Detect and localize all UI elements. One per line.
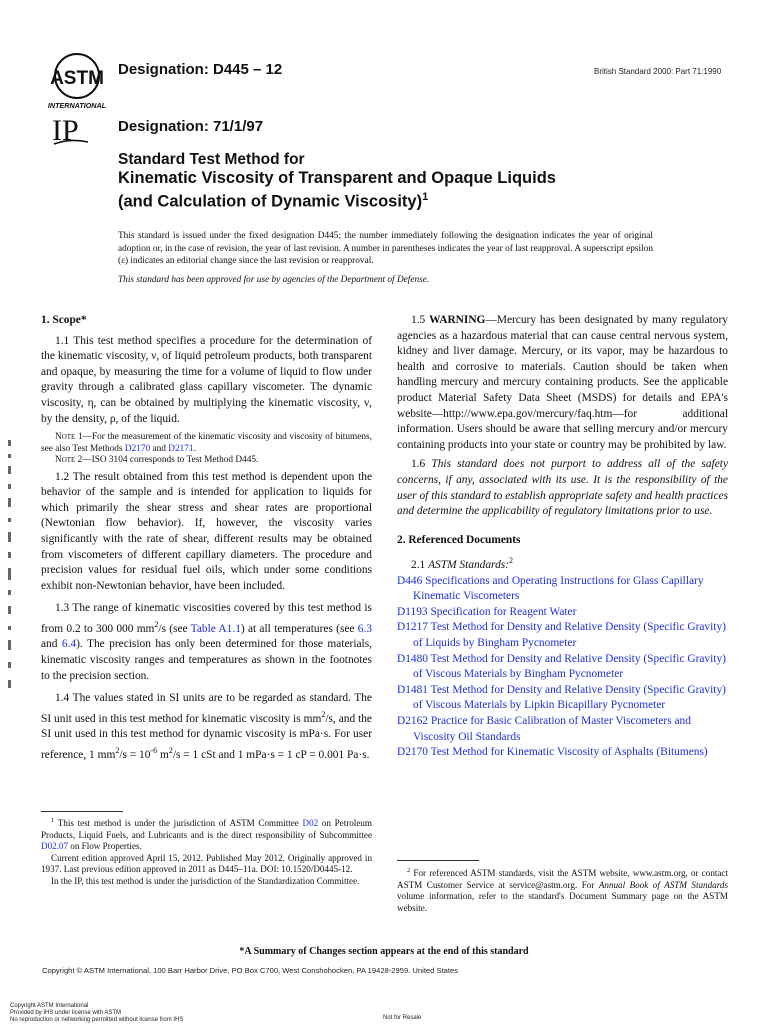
- reference-title-link[interactable]: Test Method for Density and Relative Density (Specific Gravity) of Liquids by Bingham Pycnometer: [413, 621, 726, 650]
- reference-item: [397, 745, 728, 761]
- reference-code-link[interactable]: D446: [397, 574, 423, 587]
- section-1-6: 1.6 This standard does not purport to address all of the safety concerns, if any, associated with its use. It is the responsibility of the user of this standard to establish appropriate safety and health practices and determine the applicability of regulatory limitations prior to use.: [397, 458, 728, 518]
- title-line-3: (and Calculation of Dynamic Viscosity)$^1$: [118, 191, 429, 211]
- title-line-2: Kinematic Viscosity of Transparent and Opaque Liquids: [118, 169, 556, 187]
- reference-code-link[interactable]: D2162: [397, 715, 429, 728]
- issuance-note: This standard is issued under the fixed designation D445; the number immediately following the designation indicates the year of original adoption or, in the case of revision, the year of last revision. A number in parentheses indicates the year of last reapproval. A superscript epsilon (ε) indicates an editorial change since the last revision or reapproval.: [118, 231, 653, 266]
- reference-title-link[interactable]: Test Method for Density and Relative Density (Specific Gravity) of Viscous Materials by Bingham Pycnometer: [413, 652, 726, 681]
- link-table-a1-1[interactable]: Table A1.1: [190, 622, 241, 635]
- reference-code-link[interactable]: D1481: [397, 683, 429, 696]
- reference-code-link[interactable]: D1480: [397, 652, 429, 665]
- section-1-3: 1.3 The range of kinematic viscosities covered by this test method is from 0.2 to 300 000 $mm^2/s$ (see Table A1.1) at all temperatures (see 6.3 and 6.4). The precision has only been determined for those materials, kinematic viscosity ranges and temperatures as shown in the footnotes to the precision section.: [41, 602, 373, 682]
- footnote-rule-left: [41, 811, 123, 812]
- ip-designation: Designation: 71/1/97: [118, 118, 264, 135]
- british-standard-ref: British Standard 2000: Part 71:1990: [594, 67, 722, 76]
- footnote-2: $^2$ For referenced ASTM standards, visit the ASTM website, www.astm.org, or contact ASTM Customer Service at service@astm.org. For Annual Book of ASTM Standards volume information, refer to the standard's Document Summary page on the ASTM website.: [397, 867, 728, 913]
- svg-text:INTERNATIONAL: INTERNATIONAL: [47, 101, 107, 110]
- svg-text:ASTM: ASTM: [50, 68, 104, 89]
- reference-item: [397, 605, 728, 621]
- link-d2171[interactable]: D2171: [168, 443, 194, 454]
- dod-approval-note: This standard has been approved for use by agencies of the Department of Defense.: [118, 275, 430, 285]
- summary-of-changes-note: *A Summary of Changes section appears at the end of this standard: [239, 946, 529, 957]
- reference-title-link[interactable]: Test Method for Density and Relative Density (Specific Gravity) of Viscous Materials by Lipkin Bicapillary Pycnometer: [413, 683, 726, 712]
- title-line-1: Standard Test Method for: [118, 151, 305, 168]
- link-subcommittee-d02-07[interactable]: D02.07: [41, 841, 69, 852]
- section-1-4: 1.4 The values stated in SI units are to be regarded as standard. The SI unit used in this test method for kinematic viscosity is $mm^2/s$, and the SI unit used in this test method for dynamic viscosity is mPa·s. For user reference, 1 $mm^2/s = 10^{-6}$ $m^2/s = 1$ cSt and 1 mPa·s = 1 cP = 0.001 Pa·s.: [41, 692, 372, 761]
- section-1-1: 1.1 This test method specifies a procedure for the determination of the kinematic viscosity, ν, of liquid petroleum products, both transparent and opaque, by measuring the time for a volume of liquid to flow under gravity through a calibrated glass capillary viscometer. The dynamic viscosity, η, can be obtained by multiplying the kinematic viscosity, ν, by the density, ρ, of the liquid.: [41, 334, 372, 425]
- license-notice: Copyright ASTM International Provided by IHS under license with ASTM No reproduction or networking permitted without license from IHS: [10, 1003, 184, 1023]
- astm-designation: Designation: D445 – 12: [118, 61, 283, 78]
- not-for-resale: Not for Resale: [383, 1015, 422, 1021]
- copyright-line: Copyright © ASTM International, 100 Barr Harbor Drive, PO Box C700, West Conshohocken, PA 19428-2959. United States: [42, 966, 459, 975]
- svg-text:IP: IP: [52, 114, 79, 147]
- note-2: Note 2—ISO 3104 corresponds to Test Method D445.: [55, 455, 259, 466]
- reference-title-link[interactable]: Practice for Basic Calibration of Master Viscometers and Viscosity Oil Standards: [413, 715, 691, 743]
- footnote-rule-right: [397, 860, 479, 861]
- reference-item: [397, 574, 728, 605]
- ip-logo-icon: [50, 110, 90, 148]
- reference-title-link[interactable]: Specifications and Operating Instructions for Glass Capillary Kinematic Viscometers: [413, 574, 704, 603]
- right-column: [397, 313, 728, 761]
- reference-item: [397, 652, 728, 683]
- link-d2170[interactable]: D2170: [124, 443, 151, 454]
- reference-item: [397, 714, 728, 745]
- astm-logo-icon: [44, 52, 110, 110]
- scope-heading: 1. Scope*: [41, 314, 87, 326]
- note-1: Note 1—For the measurement of the kinematic viscosity and viscosity of bitumens, see also Test Methods D2170 and D2171.: [41, 432, 372, 454]
- section-2-1: 2.1 ASTM Standards:$^2$: [411, 556, 513, 572]
- reference-item: [397, 683, 728, 714]
- reference-title-link[interactable]: Specification for Reagent Water: [427, 605, 577, 618]
- section-1-5: 1.5 WARNING—Mercury has been designated by many regulatory agencies as a hazardous material that can cause central nervous system, kidney and liver damage. Mercury, or its vapor, may be hazardous to health and corrosive to materials. Caution should be taken when handling mercury and mercury containing products. See the applicable product Material Safety Data Sheet (MSDS) for details and EPA's website—http://www.epa.gov/mercury/faq.htm—for additional information. Users should be aware that selling mercury and/or mercury containing products into your state or country may be prohibited by law.: [397, 314, 728, 451]
- reference-title-link[interactable]: Test Method for Kinematic Viscosity of Asphalts (Bitumens): [428, 746, 708, 759]
- margin-mark-icon: [6, 440, 14, 700]
- link-committee-d02[interactable]: D02: [302, 818, 319, 829]
- section-1-2: 1.2 The result obtained from this test method is dependent upon the behavior of the sample and is intended for application to liquids for which primarily the shear stress and shear rates are proportional (Newtonian flow behavior). If, however, the viscosity varies significantly with the rate of shear, different results may be obtained from viscometers of different capillary diameters. The procedure and precision values for residual fuel oils, which under some conditions exhibit non-Newtonian behavior, have been included.: [41, 470, 372, 592]
- referenced-documents-heading: 2. Referenced Documents: [397, 533, 521, 546]
- document-title: [118, 150, 678, 212]
- reference-list: [397, 574, 728, 761]
- reference-code-link[interactable]: D1217: [397, 621, 429, 634]
- reference-item: [397, 620, 728, 651]
- reference-code-link[interactable]: D2170: [397, 746, 429, 759]
- link-section-6-4[interactable]: 6.4: [61, 638, 77, 651]
- link-section-6-3[interactable]: 6.3: [357, 622, 372, 635]
- reference-code-link[interactable]: D1193: [397, 605, 428, 618]
- footnote-1: $^1$ This test method is under the jurisdiction of ASTM Committee D02 on Petroleum Products, Liquid Fuels, and Lubricants and is the direct responsibility of Subcommittee D02.07 on Flow Properties. Current edition approved April 15, 2012. Published May 2012. Originally approved in 1937. Last previous edition approved in 2011 as D445–11a. DOI: 10.1520/D0445-12. In the IP, this test method is under the jurisdiction of the Standardization Committee.: [41, 817, 372, 886]
- left-column: [41, 313, 372, 763]
